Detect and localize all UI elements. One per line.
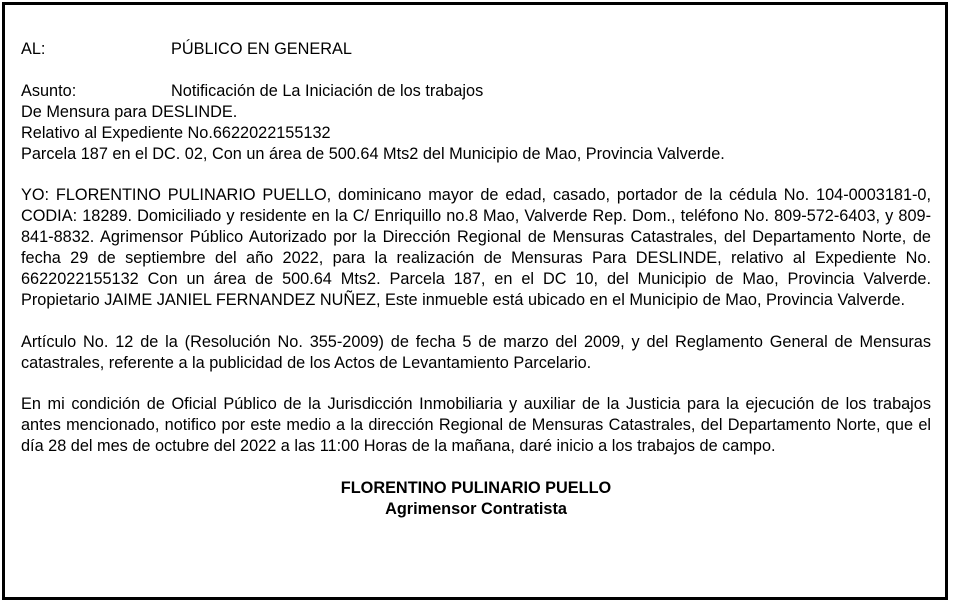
- spacer: [21, 373, 931, 394]
- subject-detail-line: De Mensura para DESLINDE.: [21, 102, 238, 121]
- spacer: [21, 311, 931, 332]
- spacer: [21, 60, 931, 81]
- notification-paragraph: En mi condición de Oficial Público de la Jurisdicción Inmobiliaria y auxiliar de la Justicia para la ejecución de los trabajos antes mencionado, notifico por este medio a la dirección Regional de Mensuras Catastrales, del Departamento Norte, que el día 28 del mes de octubre del 2022 a las 11:00 Horas de la mañana, daré inicio a los trabajos de campo.: [21, 395, 931, 456]
- legal-reference-paragraph: Artículo No. 12 de la (Resolución No. 355-2009) de fecha 5 de marzo del 2009, y del Reglamento General de Mensuras catastrales, referente a la publicidad de los Actos de Levantamiento Parcelario.: [21, 332, 931, 372]
- subject-line: [21, 81, 931, 102]
- signature-title: Agrimensor Contratista: [385, 499, 567, 518]
- recipient-line: [21, 39, 931, 60]
- subject-value: Notificación de La Iniciación de los trabajos: [171, 81, 484, 100]
- notice-content: [21, 39, 931, 520]
- subject-detail-line: Relativo al Expediente No.6622022155132: [21, 123, 331, 142]
- public-notice: [2, 2, 948, 600]
- recipient-label: AL:: [21, 40, 46, 58]
- signature-name: FLORENTINO PULINARIO PUELLO: [340, 478, 612, 497]
- surveyor-declaration-paragraph: YO: FLORENTINO PULINARIO PUELLO, dominicano mayor de edad, casado, portador de la cédula No. 104-0003181-0, CODIA: 18289. Domiciliado y residente en la C/ Enriquillo no.8 Mao, Valverde Rep. Dom., teléfono No. 809-572-6403, y 809-841-8832. Agrimensor Público Autorizado por la Dirección Regional de Mensuras Catastrales, del Departamento Norte, de fecha 29 de septiembre del año 2022, para la realización de Mensuras Para DESLINDE, relativo al Expediente No. 6622022155132 Con un área de 500.64 Mts2. Parcela 187, en el DC 10, del Municipio de Mao, Provincia Valverde. Propietario JAIME JANIEL FERNANDEZ NUÑEZ, Este inmueble está ubicado en el Municipio de Mao, Provincia Valverde.: [21, 186, 931, 309]
- subject-label: Asunto:: [21, 81, 77, 100]
- spacer: [21, 457, 931, 478]
- recipient-value: PÚBLICO EN GENERAL: [171, 40, 352, 58]
- spacer: [21, 164, 931, 185]
- subject-detail-line: Parcela 187 en el DC. 02, Con un área de 500.64 Mts2 del Municipio de Mao, Provincia Valverde.: [21, 144, 725, 163]
